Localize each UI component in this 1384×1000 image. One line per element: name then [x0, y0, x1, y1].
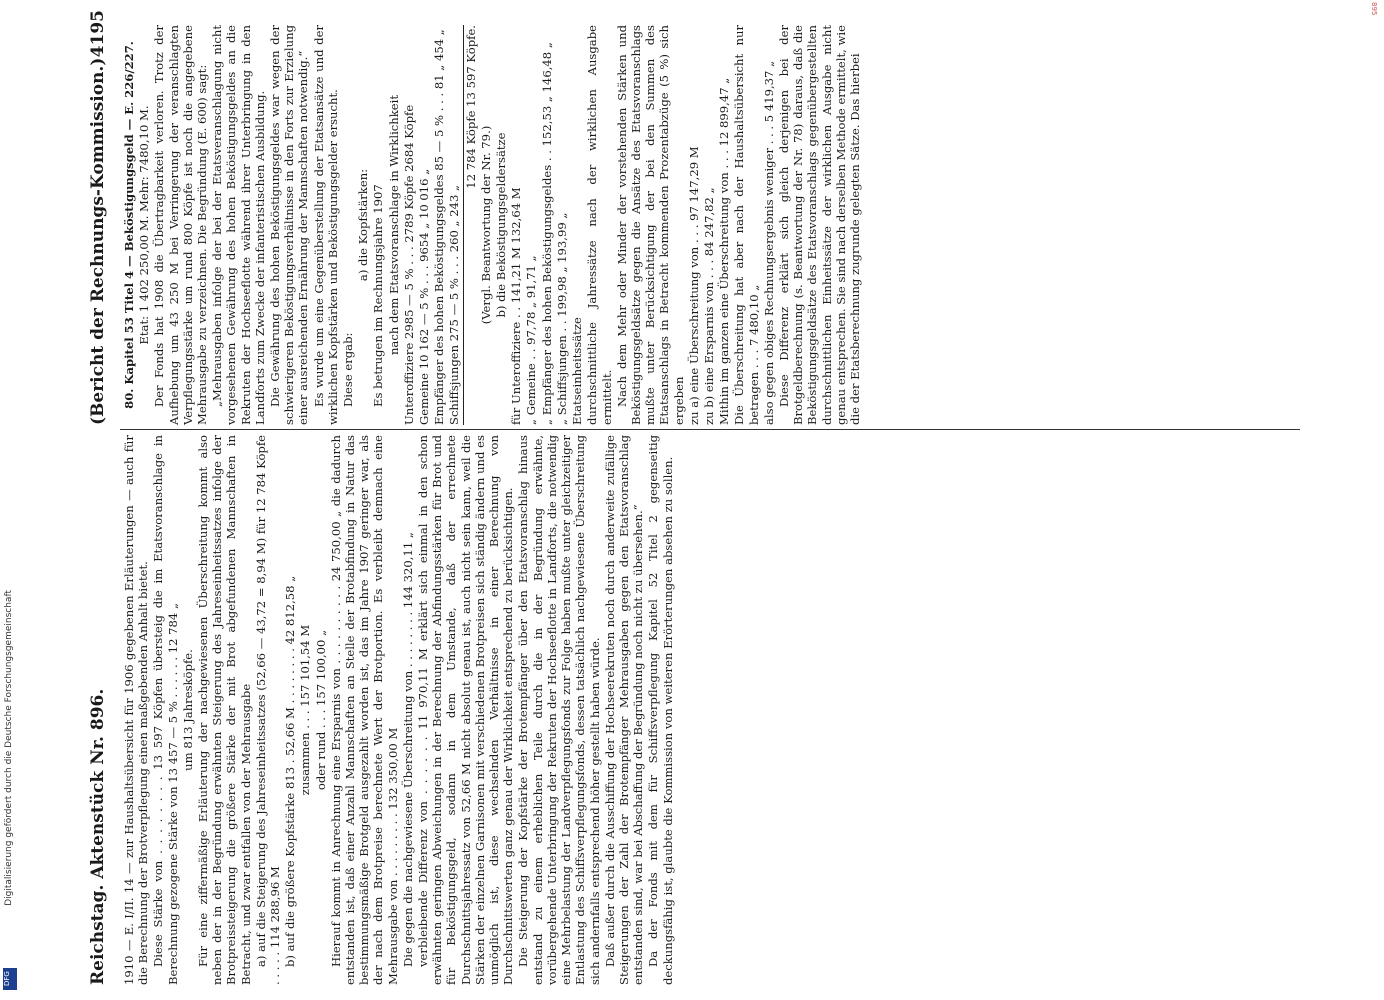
corner-page-mark: 895 [1370, 2, 1378, 16]
rounded-line: oder rund . . . 157 100,00 „ [313, 629, 328, 791]
paragraph: Es betrugen im Rechnungsjahre 1907 [371, 184, 386, 407]
paragraph: „Mehrausgaben infolge der bei der Etatsveranschlagung nicht vorgesehenen Gewährung des hohen Beköstigungsgeldes an die Rekruten der Hochseeflotte während ihrer Unterbringung in den Landforts zum Zwecke der infanteristischen Ausbildung. [210, 25, 267, 425]
page-number: 4195 [88, 10, 108, 58]
paragraph: verbleibende Differenz von . . . . . . 11 970,11 M erklärt sich einmal in den schon erwähnten geringen Abweichungen in der Berechnung der Abfindungsstärken für Brot und für Beköstigungsgeld, sodann in dem Umstande, daß der errechnete Durchschnittsjahressatz von 52,66 M nicht absolut genau ist, auch nicht sein kann, weil die Stärken der einzelnen Garnisonen mit verschiedenen Brotpreisen sich ständig ändern und es unmöglich ist, diese wechselnden Verhältnisse in einer Berechnung von Durchschnittswerten ganz genau der Wirklichkeit entsprechend zu berücksichtigen. [416, 435, 516, 985]
item-a: a) auf die Steigerung des Jahreseinheitssatzes (52,66 — 43,72 = 8,94 M) für 12 784 Köpfe . . . . . 114 288,96 M [253, 435, 283, 985]
table-row: Gemeine 10 162 — 5 % . . . 9654 „ 10 016 „ [417, 168, 432, 425]
header-left: Reichstag. Aktenstück Nr. 896. [88, 688, 108, 985]
subsection-b: b) die Beköstigungsgeldersätze [494, 132, 509, 318]
paragraph: 1910 — E. I/II. 14 — zur Haushaltsübersicht für 1906 gegebenen Erläuterungen — auch für die Berechnung der Brotverpflegung einen maßgebenden Anhalt bietet. [122, 435, 151, 985]
table-note: Etatseinheitssätze [570, 317, 585, 425]
paragraph: Für eine ziffermäßige Erläuterung der nachgewiesenen Überschreitung kommt also neben der in der Begründung erwähnten Steigerung des Jahreseinheitssatzes infolge der Brotpreissteigerung die größere Stärke der mit Brot abgefundenen Mannschaften in Betracht, und zwar entfallen von der Mehrausgabe [196, 435, 253, 985]
table-note: durchschnittliche Jahressätze nach der wirklichen Ausgabe ermittelt. [585, 25, 614, 425]
table-row: „ Empfänger des hohen Beköstigungsgeldes . . 152,53 „ 146,48 „ [539, 42, 554, 425]
reference-note: (Vergl. Beantwortung der Nr. 79.) [478, 125, 493, 325]
header-right: (Bericht der Rechnungs-Kommission.) [88, 57, 108, 425]
paragraph: Hierauf kommt in Anrechnung eine Ersparnis von . . . . . . . . . . 24 750,00 „ die dadurch entstanden ist, daß einer Anzahl Mannschaften an Stelle der Brotabfindung in Natur das bestimmungsmäßige Brotgeld ausgezahlt worden ist, das im Jahre 1907 geringer war, als der nach dem Brotpreise berechnete Wert der Brotportion. Es verbleibt demnach eine Mehrausgabe von . . . . . . . . . 132 350,00 M [328, 435, 400, 985]
subsection-a: a) die Kopfstärken: [356, 168, 371, 282]
paragraph: Diese Stärke von . . . . . . . . 13 597 Köpfen übersteig die im Etatsvoranschlage in Berechnung gezogene Stärke von 13 457 — 5 % . . . . . . 12 784 „ [151, 435, 180, 985]
table-row: „ Gemeine . . 97,78 „ 91,71 „ [524, 255, 539, 425]
digitization-credit: Digitalisierung gefördert durch die Deutsche Forschungsgemeinschaft [4, 590, 14, 906]
table-row: „ Schiffsjungen . . 199,98 „ 193,99 „ [554, 212, 569, 425]
paragraph: Die Steigerung der Kopfstärke der Brotempfänger über den Etatsvoranschlag hinaus entstand zu einem erheblichen Teile durch die in der Begründung erwähnte, vorübergehende Unterbringung der Rekruten der Hochseeflotte in Landforts, die notwendig eine Mehrbelastung der Landverpflegungsfonds zur Folge haben mußte unter gleichzeitiger Entlastung des Schiffsverpflegungsfonds, dessen tatsächlich nachgewiesene Überschreitung sich andernfalls entsprechend höher gestellt haben würde. [516, 435, 602, 985]
section-title: 80. Kapitel 53 Titel 4 — Beköstigungsgeld — E. 226/227. [122, 41, 136, 409]
column-divider [120, 429, 1300, 430]
calc-line: zu a) eine Überschreitung von . . . 97 147,29 M [686, 146, 701, 425]
calc-line: Die Überschreitung hat aber nach der Haushaltsübersicht nur betragen . . . 7 480,10 „ [732, 25, 761, 425]
table-row: für Unteroffiziere . . 141,21 M 132,64 M [509, 187, 524, 425]
paragraph: Die gegen die nachgewiesene Überschreitung von . . . . . . . . 144 320,11 „ [400, 532, 415, 967]
paragraph: Diese ergab: [341, 332, 356, 407]
table-total: 12 784 Köpfe 13 597 Köpfe. [463, 25, 478, 425]
paragraph: Der Fonds hat 1908 die Übertragbarkeit verloren. Trotz der Aufhebung um 43 250 M bei Verringerung der veranschlagten Verpflegungsstärke um rund 800 Köpfe ist noch die angegebene Mehrausgabe zu verzeichnen. Die Begründung (E. 600) sagt: [152, 25, 210, 425]
paragraph: Daß außer durch die Ausschiffung der Hochseerekruten noch durch anderweite zufällige Steigerungen der Zahl der Brotempfänger Mehrausgaben gegen den Etatsvoranschlag entstanden sind, war bei Abschaffung der Begründung noch nicht zu übersehen.“ [602, 435, 646, 985]
table-row: Unteroffiziere 2985 — 5 % . . . 2789 Köpfe 2684 Köpfe [401, 104, 416, 425]
table-row: Empfänger des hohen Beköstigungsgeldes 85 — 5 % . . . 81 „ 454 „ [432, 29, 447, 425]
paragraph: Da der Fonds mit dem für Schiffsverpflegung Kapitel 52 Titel 2 gegenseitig deckungsfähig ist, glaubte die Kommission von weiteren Erörterungen absehen zu sollen. [646, 435, 675, 985]
table-row: Schiffsjungen 275 — 5 % . . . 260 „ 243 „ [447, 184, 462, 425]
dfg-logo: DFG [3, 968, 17, 990]
left-column [122, 435, 676, 985]
rotated-page [82, 10, 1312, 985]
paragraph: um 813 Jahresköpfe. [180, 649, 195, 771]
paragraph: Es wurde um eine Gegenüberstellung der Etatsansätze und der wirklichen Kopfstärken und Beköstigungsgelder ersucht. [311, 25, 340, 425]
item-b: b) auf die größere Kopfstärke 813 . 52,66 M . . . . . . . . 42 812,58 „ [283, 575, 298, 967]
calc-line: also gegen obiges Rechnungsergebnis weniger . . . 5 419,37 „ [761, 60, 776, 425]
right-column [122, 25, 863, 425]
sum-line: zusammen . . . 157 101,54 M [298, 624, 313, 796]
paragraph: Die Gewährung des hohen Beköstigungsgeldes war wegen der schwierigeren Beköstigungsverhältnisse in den Forts zur Erzielung einer ausreichenden Ernährung der Mannschaften notwendig.“ [268, 25, 311, 425]
table-header: nach dem Etatsvoranschlage in Wirklichkeit [386, 94, 401, 356]
paragraph: Diese Differenz erklärt sich gleich derjenigen bei der Brotgeldberechnung (s. Beantwortung der Nr. 78) daraus, daß die Beköstigungsgeldsätze des Etatsvoranschlags gegenübergestellten durchschnittlichen Einheitssätze der wirklichen Ausgabe nicht genau entsprechen. Sie sind nach derselben Methode ermittelt, wie die der Etatsberechnung zugrunde gelegten Sätze. Das hierbei [776, 25, 862, 425]
paragraph: Nach dem Mehr oder Minder der vorstehenden Stärken und Beköstigungsgeldsätze gegen die Ansätze des Etatsvoranschlags mußte unter Berücksichtigung der bei den Summen des Etatsanschlags in Betracht kommenden Prozentabzüge (5 %) sich ergeben [614, 25, 686, 425]
etat-line: Etat: 1 402 250,00 M. Mehr: 7480,10 M. [137, 105, 152, 345]
page-header [82, 10, 116, 985]
calc-line: Mithin im ganzen eine Überschreitung von . . . 12 899,47 „ [717, 77, 732, 425]
calc-line: zu b) eine Ersparnis von . . . 84 247,82 „ [701, 187, 716, 425]
